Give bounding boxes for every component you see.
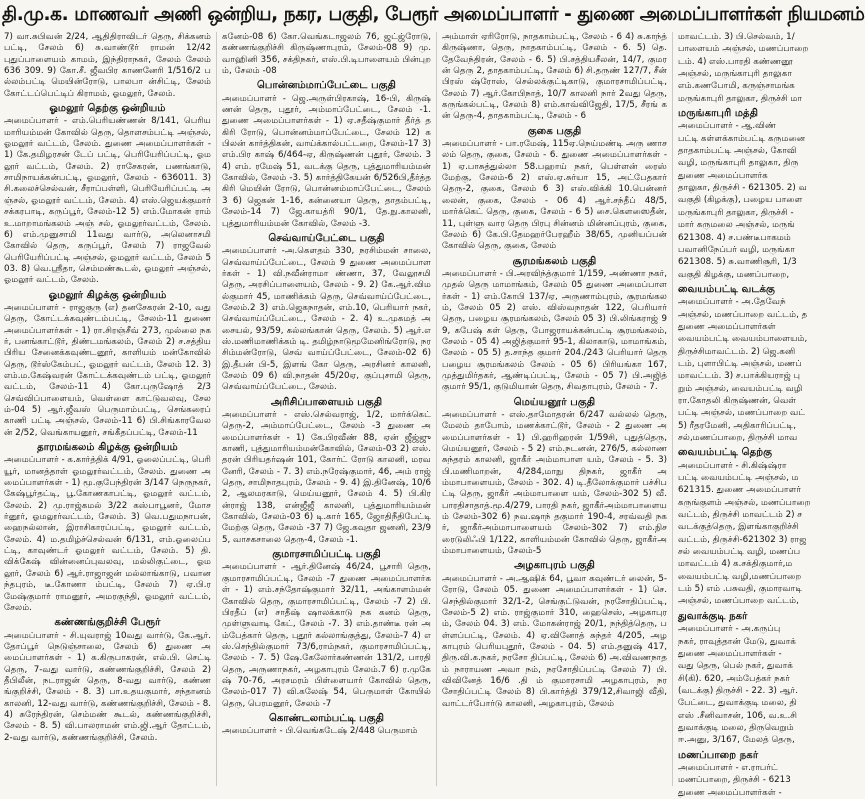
paragraph: ரா.கோதலி கிருஷ்ணன், வெள் bbox=[678, 395, 797, 406]
paragraph: திருச்சிமாவட்டம். 2) ஜெ.கனி bbox=[678, 346, 796, 357]
section-heading: கண்ணங்குறிச்சி பேரூர் bbox=[54, 617, 161, 629]
section-heading: தாரமங்கலம் கிழக்கு ஒன்றியம் bbox=[37, 442, 178, 454]
paragraph: மணப்பாறை, திருச்சி - 6213 bbox=[678, 775, 791, 786]
section-heading: ஓமலூர் கிழக்கு ஒன்றியம் bbox=[48, 289, 167, 301]
paragraph: அமைப்பாளர் - எம்.பெரியண்ணன் 8/141, பெரிய மாரியம்மன் கோவில் தெரு, தொளசம்பட்டி அஞ்சல், ஓமலூர் வட்டம், சேலம். துணை அமைப்பாளர்கள் - 1) கே.தமிழரசன் டேப் பட்டி, பெரியேரிப்பட்டி, ஓமலூர் வட்டம், சேலம். 2) ராசேகரன், பணங்காடு, சாமிநாயக்கன்பட்டி, ஓமலூர், சேலம் - 636011. 3) சி.கலைச்செல்வன், சீராப்பள்ளி, பெரியேரிப்பட்டி அஞ்சல், ஓமலூர் வட்டம், சேலம். 4) எஸ்.ஜெயக்குமார் சக்கரபாடி, கருப்பூர், சேலம்-12 5) எம்.மோகன் ராம் உ.மாறாமங்கலம் அஞ் சல், ஓமலூர்வட்டம், சேலம். 6) எம்.முனுசாமி 11வது வார்டு, அலெனாசமி கோவில் தெரு, கருப்பூர், சேலம் 7) ராஜவேல் பெரியேரிப்பட்டி அஞ்சல், ஓமலூர் வட்டம், சேலம் 503. 8) வெ.ஸ்ரீதா, செம்மண்கூடல், ஓமலூர் அஞ்சல், ஓமலூர் வட்டம், சேலம். bbox=[4, 116, 211, 286]
paragraph: அம்மாள் ஏரிரோடு, நாதகாம்பட்டி, சேலம் - 6 4) சு.காந்த் கிருஷ்ணா, தெரு, நாதகாம்பட்டி, சேலம் - 6. 5) தெ.தேவேந்திரன், சேலம் - 6. 5) பி.சத்தியசீலன், 14/7, குமரன் தெரு 2, தாதகாம்பட்டி, சேலம் 6) சி.தருண் 127/7, சீன் பிரஸ் ஷ்ரோஸ், செல்லக்குட்டிகாடு, குமாரசாமிப்பட்டி, சேலம் 7) ஆர்.கோபிநாத், 10/7 காலனி நார் 2வது தெரு, கருங்கல்பட்டி, சேலம் 8) எம்.காவ்விஜேதி, 17/5, சீரங் கன் தெரு-4, தாதகாம்பட்டி, சேலம் - 6 bbox=[442, 32, 667, 122]
paragraph: அமைப்பாளர் -அ.கௌதம் 330, நரசிம்மன் சாலை, செவ்வாய்ப்பேட்டை, சேலம் 9 துணை அமைப்பாளர்கள் - 1) வி.நவீன்ராமா ண்ணா, 37, வேலூசமி தெரு, அரசிப்பாளையம், சேலம் - 9. 2) கே.ஆர்.விமல்குமார் 45, மாணிக்கம் தெரு, செவ்வாய்ப்பேட்டை, சேலம்.2 3) எம்.ஜெகநாதன், எம்.10, பெரியார் நகர், செவ்வாய்ப்பேட்டை, சேலம் - 2. 4) உ.முகமத் அசையல், 93/59, கல்லங்கான் தெரு, சேலம். 5) ஆர்.எஸ்.மணிமாணிக்கம் டி. தமிழ்நாடுமூமேனிங்ரோடு, நரசிம்மன்ரோடு, செவ் வாய்ப்பேட்டை, சேலம்-02 6) இ.தீபன் பி-5, இளங் கோ தெரு, அரசினர் காலனி, சேலம் 09 6) வி.நாதன் 45/20ஏ, குப்புசாமி தெரு, செவ்வாய்ப்பேட்டை, சேலம். bbox=[222, 246, 431, 393]
paragraph: பட்டி அஞ்சல், மணப்பாறை வட் bbox=[678, 408, 806, 419]
paragraph: பாளையம் அஞ்சல், மணப்பாறை bbox=[678, 44, 809, 55]
paragraph: றும் அஞ்சல், வையம்பட்டி வழி bbox=[678, 383, 803, 394]
paragraph: அமைப்பாளர் - ஆ.விண் bbox=[678, 121, 777, 132]
paragraph: அமைப்பாளர் - ராஜகுரு (எ) தனசேகரன் 2-10, வது தெரு, கோட்டக்கவுண்டம்பட்டி, சேலம்-11 துணை அமைப்பாளர்கள் - 1) ரா.சிரஞ்சீவ் 273, முல்லை நகர், பனங்காட்டூர், திண்டமங்கலம், சேலம் 2) ச.சத்தியபிரிய சேனைக்கவுண்டனூர், காளியம் மன்கோவில் தெரு, டூர்ஸ்கேம்பட், ஓமலூர் வட்டம், சேலம் 12. 3) எம்.ம.கேஷ்வரன் கோட்டக்கவுண்டம் பட்டி, ஓமலூர் வட்டம், சேலம்-11 4) கோ.புருஷோத் 2/3 செவ்விப்பாளையம், வெள்ளை காட்டுவலவு, சேலம்-04 5) ஆர்.ஜீவஸ் பெருமாம்பட்டி, செங்கரைப் காணி பட்டி அஞ்சல், சேலம்-11 6) பி.சிங்காரவேலன் 2/52, வெங்காயனூர், சங்கீதப்பட்டி, சேலம்-11 bbox=[4, 302, 211, 438]
paragraph: 5) ரீதரமேனி, அதிகாரிப்பட்டி, bbox=[678, 420, 797, 431]
section-heading: மணப்பாறை நகர் bbox=[678, 749, 759, 761]
paragraph: துவாக்குடி மலை, திருவெறும் bbox=[678, 722, 794, 733]
paragraph: தாலுகா, திருச்சி - 621305. 2) வ bbox=[678, 183, 807, 194]
section-heading: அழகாபுரம் பகுதி bbox=[514, 560, 595, 572]
paragraph: அஞ்சல், மணப்பாறை வட்டம், bbox=[678, 596, 799, 607]
paragraph: எம்.கணபோமி, கருஞ்சாமங்க bbox=[678, 81, 795, 92]
paragraph: சி(கி). 620, அம்பேத்கர் நகர் bbox=[678, 673, 790, 684]
section-heading: அரிசிப்பாளையம் பகுதி bbox=[270, 396, 383, 408]
section-heading: சூரமங்கலம் பகுதி bbox=[512, 255, 597, 267]
paragraph: மருங்காபுரி தாலுகா, திருச்சி மா bbox=[678, 93, 803, 104]
section-heading: குமாரசாமிப்பட்டி பகுதி bbox=[272, 549, 381, 561]
paragraph: மாவட்டம் 4) க.சக்திகுமார்,ம bbox=[678, 559, 793, 570]
paragraph: வையம்பட்டி வழி,மணப்பாறை bbox=[678, 571, 802, 582]
paragraph: அமைப்பாளர் - பி.வெங்கடேஷ் 2/448 பெருமாம் bbox=[222, 726, 418, 737]
column-1 bbox=[0, 32, 214, 786]
paragraph: அமைப்பாளர் - ஆர்.தினேஷ் 46/24, பூசாரி தெரு, குமாரசாமிப்பட்டி, சேலம் -7 துணை அமைப்பாளர்கள் - 1) எம்.சந்தோஷ்குமார் 32/11, அங்காளம்மன் கோவில் தெரு, குமாரசாமிப்பட்டி, சேலம் -7 2) பி.பிரதீப் (எ) சாதீஷ் ஷாலக்காடு நக கனம் தெரு, முள்ளுவாடி கேட், சேலம் -7. 3) எம்.தாண்டீ ரன் அம்பேத்கார் தெரு, புதூர் கல்லாங்குத்து, சேலம்-7 4) எஸ்.செந்தில்குமார் 73/6,ராம்நகர், குமாரசாமிப்பட்டி, சேலம் - 7. 5) ஷே.கேலோர்கண்ணன் 131/2, பாரதி தெரு, அருணாநகர், அழகாபுரம் சேலம்.7 6) ர.முகே ஷ் 70-76, அரசமரம் பிள்ளையார் கோவில் தெரு, சேலம்-017 7) வி.கலேஷ் 54, பெருமாள் கோயில் தெரு, பெரமனூர், சேலம் -7 bbox=[222, 562, 431, 709]
paragraph: வகுதி கிழக்கு, மணப்பாறை, bbox=[678, 269, 790, 280]
paragraph: வழி, மருங்காபுரி தாலுகா, திரு bbox=[678, 158, 799, 169]
paragraph: அமைப்பாளர் - அ.கருப்பு bbox=[678, 624, 781, 635]
section-heading: மருங்காபுரி மத்தி bbox=[678, 108, 759, 120]
section-heading: பொன்னம்மாப்பேட்டை பகுதி bbox=[256, 80, 397, 92]
paragraph: அமைப்பாளர் - சி.கிஷ்ஷ்ரா bbox=[678, 460, 787, 471]
paragraph: மார் கருமலை அஞ்சல், மருங் bbox=[678, 220, 795, 231]
paragraph: நகர், ராவுத்தான் மேடு, துவாக் bbox=[678, 636, 796, 647]
paragraph: டம். 4) எஸ்.பாரதி கண்ணனூ bbox=[678, 56, 793, 67]
paragraph: பேட்டை, துவாக்குடி மலை, தி bbox=[678, 698, 797, 709]
section-heading: செவ்வாய்பேட்டை பகுதி bbox=[268, 232, 385, 244]
paragraph: கருங்குளம் அஞ்சல், மணப்பாறை bbox=[678, 497, 811, 508]
paragraph: அமைப்பாளர் - ஜெ.அருள்பிரகாஷ், 16-பி, கிருஷ் ணன் தெரு, புதூர், அம்மாப்பேட்டை, சேலம் -1. துணை அமைப்பாளர்கள் - 1) ஏ.சதீஷ்குமார் தீர்த் தகிரி ரோடு, பொன்னம்மாப்பேட்டை, சேலம் 12) கபிலன் கார்த்திகன், வாய்க்கால்பட்டறை, சேலம்-17 3) எம்.பிர காஷ் 6/464-ஏ, கிருஷ்ணன் புதூர், சேலம். 3 4) எம். ரமேஷ் 51, வடக்கு தெரு, புத்துமாரியம்மன் கோவில், சேலம் -3. 5) கார்த்திகேயன் 6/526பி,தீர்த்தகிரி மெயின் ரோடு, பொன்னம்மாப்பேட்டை, சேலம் 3 6) ஜெகன் 1-16, கன்னையா தெரு, தாதம்பட்டி, சேலம்-14 7) ஜே.காயத்ரி 90/1, தே.நு.காலனி, புத்துமாரியம்மன் கோவில், சேலம் -3. bbox=[222, 93, 431, 229]
paragraph: மருங்காபுரி தாலுகா, திருச்சி - bbox=[678, 207, 794, 218]
paragraph: பட்டி வையம்பட்டி அஞ்சல், ம bbox=[678, 473, 799, 484]
section-heading: துவாக்குடி நகர் bbox=[678, 610, 748, 622]
paragraph: வையம்பட்டி வையம்பாளையம், bbox=[678, 334, 808, 345]
paragraph: அஞ்சல், மணப்பாறை வட்டம், த bbox=[678, 309, 808, 320]
paragraph: 621315. துணை அமைப்பாளர் bbox=[678, 485, 801, 496]
paragraph: வட்டம், திருச்சி மாவட்டம் 2) ச bbox=[678, 510, 803, 521]
paragraph: துணை அமைப்பாளர்கள் bbox=[678, 321, 776, 332]
paragraph: 621308. 4) ச.பண்டீபாகமம் bbox=[678, 232, 791, 243]
paragraph: சல் வையம்பட்டி வழி, மணப்ப bbox=[678, 547, 801, 558]
paragraph: தாதகாம்பட்டி அஞ்சல், கோவி bbox=[678, 146, 797, 157]
section-heading: வையம்பட்டி தெற்கு bbox=[678, 447, 773, 459]
paragraph: அமைப்பாளர் - க.கார்த்திக் 4/91, ஓலைப்பட்டி, பெரி யூர், மானத்தாள் ஓமலூர்வட்டம், சேலம். துணை அமைப்பாளர்கள் - 1) மூ.குபேந்திரன் 3/147 நெருநகர், கேஷ்பூர்தட்டி, பூ.கோணகாபட்டி, ஓமலூர் வட்டம், சேலம். 2) மு.ராஜ்கமல் 3/22 கஸ்பாபூனர், மோசர்னூர், ஓமலூர்வட்டம், சேலம். 3) வெ.பதுமநாபன், ஹைநல்லான், இராசிகாரப்பட்டி, ஓமலூர் வட்டம், சேலம். 4) ம.தமிழ்ச்செல்வன் 6/131, எம்.ஓலைப்பட்டி, காவுண்டர் ஓமலூர் வட்டம், சேலம். 5) தி.விக்கேஷ் வின்னைப்புவலவு, மல்லிகுட்டை, ஓமலூர், சேலம் 6) ஆர்.ராஜாஜன் மல்லாங்காடு, பவானந்தபுரம், டீ.கோணா ம்பட்டி, சேலம் 7) ஏ.பி.ரமேஷ்குமார் ராமனூர், அமரகுந்தி, ஓமலூர் வட்டம், சேலம். bbox=[4, 455, 211, 613]
paragraph: பட்டி கள்ளக்காம்பட்டி கருமனை bbox=[678, 133, 806, 144]
paragraph: 621308. 5) சு.வாணிசூரி, 1/3 bbox=[678, 257, 797, 268]
column-2 bbox=[216, 32, 434, 786]
column-3 bbox=[436, 32, 670, 786]
paragraph: துணை அமைப்பாளர்க bbox=[678, 170, 768, 181]
paragraph: டம், புளாபிட்டி அஞ்சல், மணப் bbox=[678, 358, 802, 369]
paragraph: 7) வா.சுபிவன் 2/24, ஆதிதிராவிடர் தெரு, சிக்கனம் பட்டி, சேலம் 6) சு.வாண்டூர் ராமன் 12/42 புதுப்பாளையம் காமம், இந்திராநகர், சேலம் சேலம் 636 309. 9) கோ.சீ. ஜீவபிர காணனேரி 1/516/2 பல்லம்பட்டி மெயின்ரோடு, பாலபா ன்சிட்டி, சேலம் கோட்டப்பெட்டிப் கிராமம், ஓமலூர், சேலம். bbox=[4, 32, 211, 99]
paragraph: டம் 5) எம் .பசுவதி, குமாரவாடி bbox=[678, 584, 803, 595]
paragraph: துணை அமைப்பாளர்கள் - bbox=[678, 787, 782, 798]
paragraph: வடக்குத்தெரு, இளங்காகுறிச்சி bbox=[678, 522, 799, 533]
paragraph: அமைப்பாளர் - எஸ்.செல்வராஜ், 1/2, மார்க்கெட் தெரு-2, அம்மாப்பேட்டை, சேலம் -3 துணை அமைப்பாளர்கள் - 1) கே.பிரவீண் 88, ஏன் ஜீஜ்ஜு காணி, புத்துமாரியம்மன்கோவில், சேலம்-03 2) எஸ்.தரன் பிரியதர்ஷன் 101, கோர்ட் ரோடு காலனி, மரவனேரி, சேலம் - 7. 3) எம்.நரேஷ்குமார், 46, அம் ராஜ் தெரு, சாமிநாதபுரம், சேலம் - 9. 4) இ.தினேஷ், 10/62, ஆலமரகாடு, மெய்யனூர், சேலம் 4. 5) பி.கிரன்ராஜ் 138, என்ஜீஜீ காலனி, புத்துமாரியம்மன் கோவில், சேலம்-03 6) டி.கார் 165, ஜோதிநீதிபேட்டி மேற்கு தெரு, சேலம் -37 7) ஜே.கவுதா ஜனனி, 23/95, வாசகசாலை தெரு-4, சேலம் -1. bbox=[222, 410, 431, 545]
paragraph: அஞ்சல், மருங்காபுரி தாலுகா bbox=[678, 69, 793, 80]
page-headline: தி.மு.க. மாணவர் அணி ஒன்றிய, நகர, பகுதி, பேரூர் அமைப்பாளர் - துணை அமைப்பாளர்கள் நியமனம் bbox=[2, 4, 865, 25]
column-4 bbox=[672, 32, 811, 798]
paragraph: ஈ.அனு, 3/167, மேலத் தெரு, bbox=[678, 735, 795, 746]
paragraph: அமைப்பாளர் - பா.ரமேஷ், 115ஏ.நெய்மண்டி அரு ணாசலம் தெரு, குகை, சேலம் - 6. துணை அமைப்பாளர்கள் - 1) ஏ.பாசுத்துல்லா 58.பஹாய் நகர், பெள்ளன் ரைஸ் மேற்கு, சேலம்-6 2) எஸ்.ஏ.சுர்யா 15, அட்பேதகார் தெரு-2, குகை, சேலம் 6 3) எஸ்.விக்கி 10.பென்னர் லைன், குகை, சேலம் - 06 4) ஆர்.சந்தீப் 48/5, மார்க்கெட் தெரு, குகை, சேலம் - 6 5) சை.கௌஸைதீன், 11, புள்ளு வார தெரு பிரபு சின்னம் மின்னப்புரம், குகை, சேலம் 6) கே.பி.தேமஹர்பேரஹீம் 38/65, முனியப்பன் கோவில் தெரு, குகை, சேலம் bbox=[442, 139, 667, 252]
section-heading: வையம்பட்டி வடக்கு bbox=[678, 283, 776, 295]
paragraph: மாவட்டம். 3) பி.செல்வம், 1/ bbox=[678, 32, 795, 42]
paragraph: அமைப்பாளர் - அ.ஆஷிக் 64, பூவா கவுண்டர் லைன், 5-ரோடு, சேலம் 05. துணை அமைப்பாளர்கள் - 1) செ.செந்தில்குமார் 32/1-2, செங்குட்டுவன், நரசோதிப்பட்டி, சேலம்-5 2) எம். ராஜ்குமார் 310, ஹைசெஸ், அழகாபுரம், சேலம் 04. 3) எம். மோகன்ராஜ் 20/1, நந்தித்தெரு, பள்ளப்பட்டி, சேலம். 4) ஏ.வினோத் சுந்தர் 4/205, அழகாபுரம் பெரியபுதூர், சேலம் - 04. 5) எம்.தனுஷ் 417, திரு.வி.க.நகர், நரசோ திப்பட்டி, சேலம் 6) அ.விவணநாதம் நாராயண அவா நம், நரசோதிப்பட்டி சேலம் 7) பி.விவினேத் 16/6 .தி ம் குமாரசாமி அழகாபுரம், நரசோதிப்பட்டி சேலம் 8) பி.கார்த்தி 379/12,சிவாஜி வீதி, வாட்டர்போர்டு காலனி, அழகாபுரம், சேலம் bbox=[442, 573, 667, 709]
paragraph: எஸ் .சீனிவாசன், 106, வ.உ.சி bbox=[678, 710, 798, 721]
paragraph: அமைப்பாளர் - பி.அரவிந்த்குமார் 1/159, அண்ணா நகர், முதல் தெரு மாமாங்கம், சேலம் 05 துணை அமைப்பாளர்கள் - 1) எம்.கோபி 137/ஏ, அருணாம்புரம், சூரமங்கலம், சேலம் 05 2) எஸ். விஸ்வநாதன் 122, பெரியார் தெரு, பழைய சூரமங்கலம், சேலம் 05 3) பி.லிங்கராஜ் 99, கபேஷ் கள் தெரு, போஜராயக்கன்பட்டி சூரமங்கலம், சேலம் - 05 4) அஜித்குமார் 95-1, கிலாகாடு, மாமாங்கம், சேலம் - 05 5) த.சாந்த குமார் 204./243 பெரியார் தெரு பழைய சூரமங்கலம் சேலம் - 05 6) பிரியங்கா 167, முத்துமிர்தகர், ஆண்டிப்பட்டி, சேலம் - 05 7) பி.அஜித் குமார் 95/1, குடுமியான் தெரு, சிவதாபுரம், சேலம் - 7. bbox=[442, 268, 667, 393]
paragraph: (வடக்கு) திருச்சி - 22. 3) ஆர். bbox=[678, 685, 798, 696]
paragraph: துணை அமைப்பாளர்கள் - bbox=[678, 648, 782, 659]
paragraph: கனேம்-08 6) கோ.வெங்கடாஜலம் 76, ஜட்ஜ்ரோடு, கண்ணங்குறிச்சி கிருஷ்ணாபுரம், சேலம்-08 9) மு. வாஹினி 356, சக்திநகர், எஸ்.பி.டிபாளையம் பின்புறம், சேலம் -08 bbox=[222, 32, 431, 77]
paragraph: பவானிநேப்பர் வழி, மருங்கா bbox=[678, 244, 795, 255]
paragraph: வகுதி (கிழக்கு), பழைய பாளை bbox=[678, 195, 803, 206]
section-heading: ஓமலூர் தெற்கு ஒன்றியம் bbox=[49, 103, 166, 115]
paragraph: அமைப்பாளர் - எ.ராபர்ட் bbox=[678, 762, 778, 773]
section-heading: கொண்டலாம்பட்டி பகுதி bbox=[268, 712, 385, 724]
paragraph: மாவட்டம். 3) ச.பாக்கியராஜ் பு bbox=[678, 371, 801, 382]
paragraph: அமைப்பாளர் - அ.தேவேந் bbox=[678, 297, 786, 308]
section-heading: மெய்யனூர் பகுதி bbox=[513, 396, 596, 408]
section-heading: குகை பகுதி bbox=[527, 125, 582, 137]
paragraph: சல்,மணப்பாறை, திருச்சி மாவ bbox=[678, 433, 798, 443]
paragraph: வது தெரு, பெல் நகர், துவாக் bbox=[678, 661, 793, 672]
paragraph: வட்டம், திருச்சி-621302 3) ராஜ bbox=[678, 534, 807, 545]
paragraph: அமைப்பாளர் - எஸ்.தாமோதரன் 6/247 வல்லல் தெரு, மேலம் தாபோம், மணக்காட்டூர், சேலம் - 2 துணை அமைப்பாளர்கள் - 1) பி.ஹரிஹரன் 1/59சி, புதுத்தெரு, மெய்யனூர், சேலம் - 5 2) எம்.நடனன், 276/5, கல்லாண சுந்தரம் காலனி, ஜாகீர் அம்மாபாள யம், சேலம் - 5. 3) பி.மணிமாறன், 4/284,மாநு திநகர், ஜாகீர் அம்மாபாளையம், சேலம் - 302. 4) டி.தீலோக்குமார் பச்சிபட்டி தெரு, ஜாகீர் அம்மாபாளை யம், சேலம்-302 5) வீ.பாரதிசாதாத்.மூ.4/279, பாரதி நகர், ஜாகீர்அம்மாபாளையம் சேலம்-302 6) நவ.ஷாந் தகுமார் 190-4, சரவ்வதி நகர், ஜாகீர்அம்மாபாளையம் சேலம்-302 7) எம்.நிசரைடுலிஃபி 1/122, காளியம்மன் கோவில் தெரு, ஜாகீர்அம்மாபாளையம், சேலம்-5 bbox=[442, 410, 667, 557]
paragraph: அமைப்பாளர் - சி.யுவராஜ் 10வது வார்டு, கே.ஆர். தோப்பூர் நெடுஞ்சாலை, சேலம் 6) துணை அமைப்பாளர்கள் - 1) க.கிருபாகரன், எல்.பி. செட்டி தெரு, 7-வது வார்டு, கண்ணங்குறிச்சி, சேலம் 2) தீபிலீன், நடராஜன் தெரு, 8-வது வார்டு, கண்ண ங்குறிச்சி, சேலம் - 8. 3) பா.உதயகுமார், சந்தானம் காலனி, 12-வது வார்டு, கண்ணங்குறிச்சி, சேலம் - 8. 4) சுரேந்திரன், செம்மண் கூடல், கண்ணங்குறிச்சி, சேலம் - 8. 5) வி.பாலராமன் எம்.ஜி.ஆர் தோட்டம், 2-வது வார்டு, கண்ணங்குறிச்சி, சேலம். bbox=[4, 630, 211, 743]
